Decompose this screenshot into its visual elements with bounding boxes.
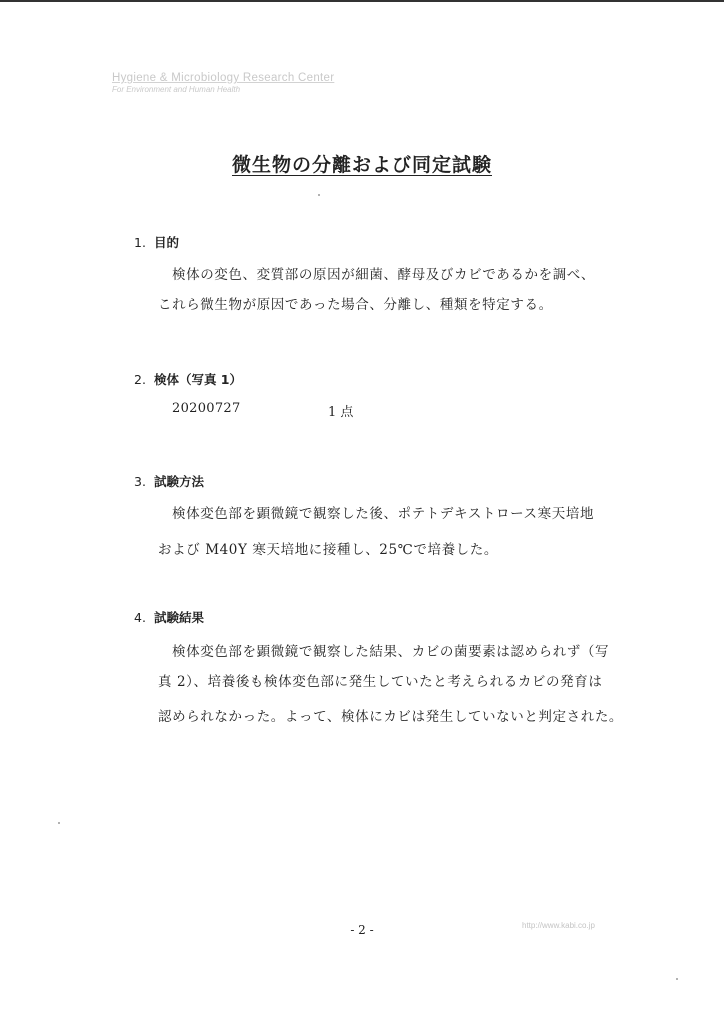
section-number: 2. xyxy=(134,372,146,387)
paragraph-line: 認められなかった。よって、検体にカビは発生していないと判定された。 xyxy=(158,709,624,725)
letterhead-org-name: Hygiene & Microbiology Research Center xyxy=(112,72,335,84)
section-title: 試験方法 xyxy=(153,474,204,489)
section-title: 目的 xyxy=(153,235,179,250)
sample-id: 20200727 xyxy=(172,401,241,416)
section-title: 試験結果 xyxy=(153,610,204,625)
paragraph-line: 検体変色部を顕微鏡で観察した後、ポテトデキストロース寒天培地 xyxy=(172,506,595,522)
section-heading-method xyxy=(134,472,204,490)
section-title: 検体（写真 1） xyxy=(153,372,242,387)
section-number: 4. xyxy=(134,610,146,625)
paragraph-line: 検体変色部を顕微鏡で観察した結果、カビの菌要素は認められず（写 xyxy=(172,644,610,660)
paragraph-line: 検体の変色、変質部の原因が細菌、酵母及びカビであるかを調べ、 xyxy=(172,267,595,283)
footer-url: http://www.kabi.co.jp xyxy=(522,921,595,930)
letterhead xyxy=(112,72,334,94)
letterhead-org-subtitle: For Environment and Human Health xyxy=(112,85,241,94)
scan-edge xyxy=(0,0,724,2)
section-heading-sample xyxy=(134,370,242,388)
paragraph-line: 真 2）、培養後も検体変色部に発生していたと考えられるカビの発育は xyxy=(158,674,603,690)
scan-speck xyxy=(318,194,320,196)
document-title xyxy=(0,150,724,177)
sample-count: 1 点 xyxy=(328,405,354,420)
section-heading-purpose xyxy=(134,233,179,251)
page-number: - 2 - xyxy=(350,923,374,937)
section-number: 3. xyxy=(134,474,146,489)
paragraph-line: および M40Y 寒天培地に接種し、25℃で培養した。 xyxy=(158,542,498,558)
scan-speck xyxy=(676,978,678,980)
section-number: 1. xyxy=(134,235,146,250)
scan-speck xyxy=(58,822,60,824)
paragraph-line: これら微生物が原因であった場合、分離し、種類を特定する。 xyxy=(158,297,553,313)
document-title-text: 微生物の分離および同定試験 xyxy=(231,154,492,176)
section-heading-results xyxy=(134,608,204,626)
